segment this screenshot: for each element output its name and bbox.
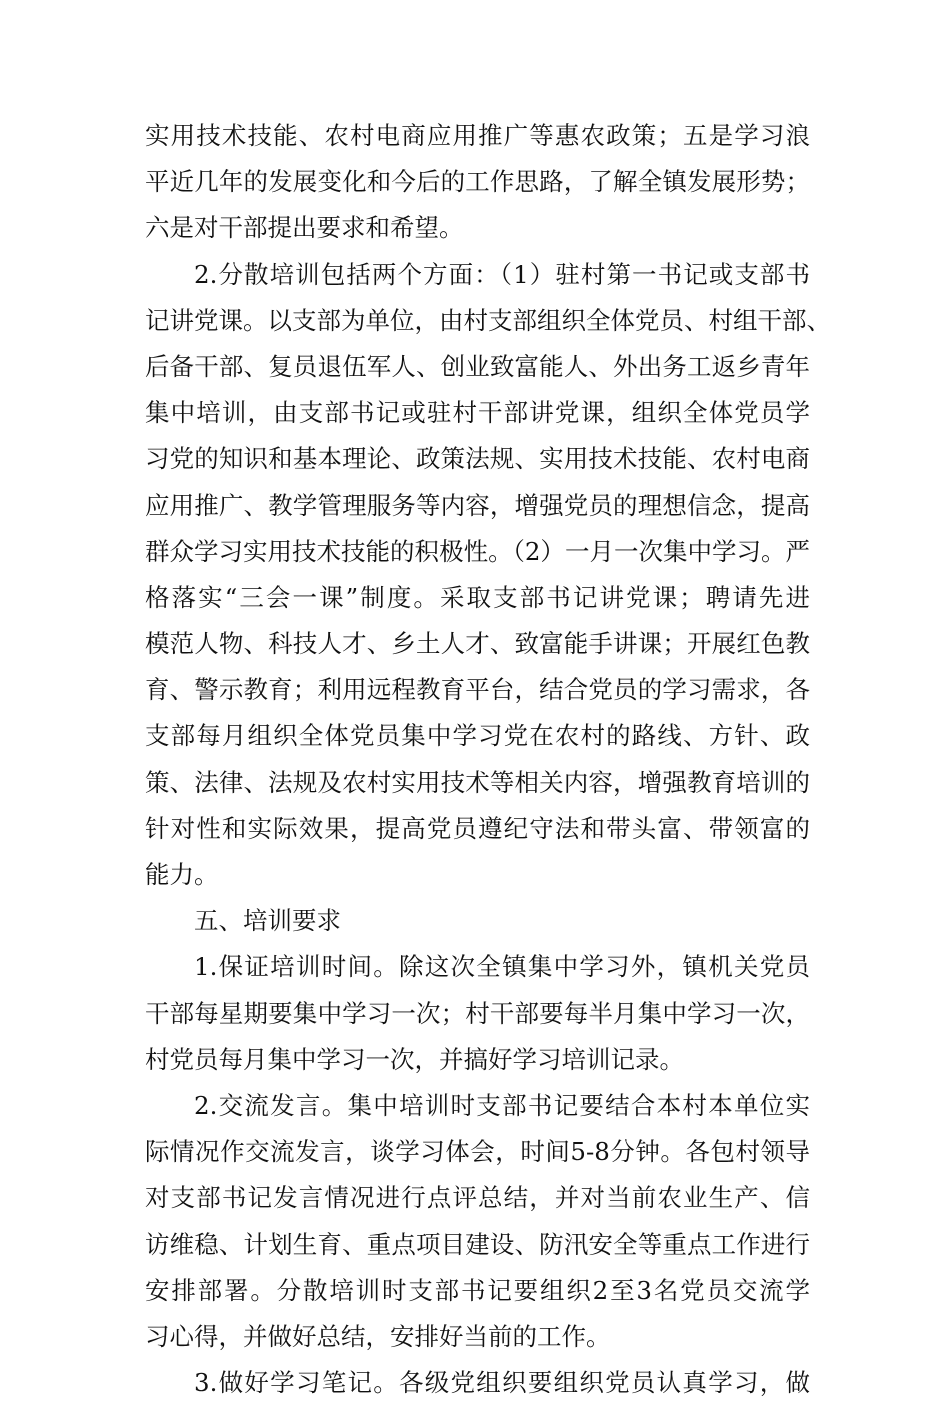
text-line: 策、法律、法规及农村实用技术等相关内容，增强教育培训的 xyxy=(145,767,810,797)
text-line: 访维稳、计划生育、重点项目建设、防汛安全等重点工作进行 xyxy=(145,1229,810,1259)
text-line: 后备干部、复员退伍军人、创业致富能人、外出务工返乡青年 xyxy=(145,351,810,381)
text-line: 习党的知识和基本理论、政策法规、实用技术技能、农村电商 xyxy=(145,444,810,474)
text-line: 2.交流发言。集中培训时支部书记要结合本村本单位实 xyxy=(194,1090,810,1120)
text-line: 针对性和实际效果，提高党员遵纪守法和带头富、带领富的 xyxy=(145,813,810,843)
text-line: 育、警示教育；利用远程教育平台，结合党员的学习需求，各 xyxy=(145,675,810,705)
text-line: 习心得，并做好总结，安排好当前的工作。 xyxy=(145,1321,611,1351)
text-line: 平近几年的发展变化和今后的工作思路，了解全镇发展形势； xyxy=(145,167,810,197)
text-line: 际情况作交流发言，谈学习体会，时间5-8分钟。各包村领导 xyxy=(145,1137,810,1167)
text-line: 干部每星期要集中学习一次；村干部要每半月集中学习一次， xyxy=(145,998,810,1028)
text-line: 六是对干部提出要求和希望。 xyxy=(145,213,464,243)
text-line: 集中培训，由支部书记或驻村干部讲党课，组织全体党员学 xyxy=(145,398,810,428)
text-line: 格落实“三会一课”制度。采取支部书记讲党课；聘请先进 xyxy=(145,582,810,612)
text-line: 模范人物、科技人才、乡土人才、致富能手讲课；开展红色教 xyxy=(145,629,810,659)
text-line: 1.保证培训时间。除这次全镇集中学习外，镇机关党员 xyxy=(194,952,810,982)
text-line: 记讲党课。以支部为单位，由村支部组织全体党员、村组干部、 xyxy=(145,305,831,335)
text-line: 应用推广、教学管理服务等内容，增强党员的理想信念，提高 xyxy=(145,490,810,520)
text-line: 群众学习实用技术技能的积极性。（2）一月一次集中学习。严 xyxy=(145,536,810,566)
text-line: 对支部书记发言情况进行点评总结，并对当前农业生产、信 xyxy=(145,1183,810,1213)
document-body xyxy=(145,113,831,1406)
text-line: 安排部署。分散培训时支部书记要组织2至3名党员交流学 xyxy=(145,1275,810,1305)
text-line: 2.分散培训包括两个方面：（1）驻村第一书记或支部书 xyxy=(194,259,810,289)
text-line: 实用技术技能、农村电商应用推广等惠农政策；五是学习浪 xyxy=(145,121,810,150)
text-line: 五、培训要求 xyxy=(194,906,341,936)
text-line: 3.做好学习笔记。各级党组织要组织党员认真学习，做 xyxy=(194,1368,810,1398)
text-line: 村党员每月集中学习一次，并搞好学习培训记录。 xyxy=(145,1044,684,1074)
text-line: 能力。 xyxy=(145,860,219,889)
text-line: 支部每月组织全体党员集中学习党在农村的路线、方针、政 xyxy=(145,721,810,751)
